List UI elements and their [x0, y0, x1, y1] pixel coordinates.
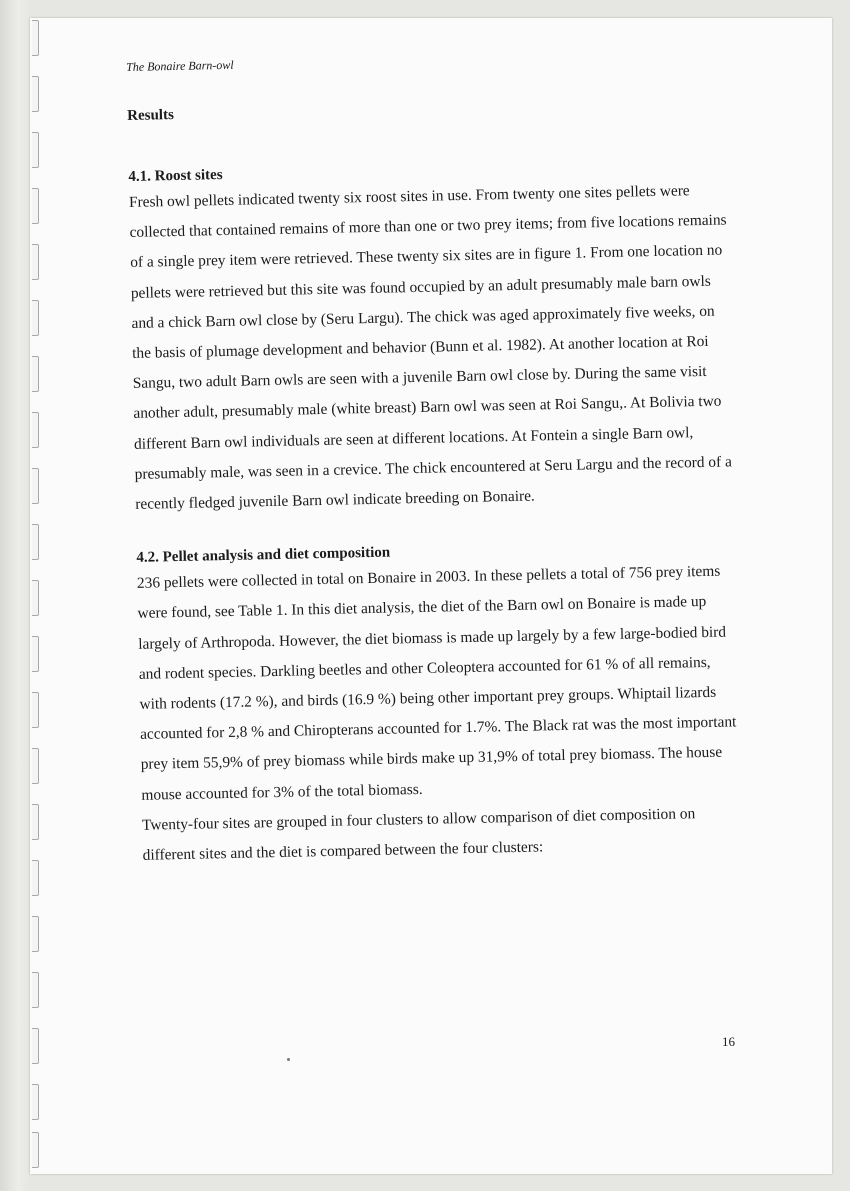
binding-hole [32, 860, 39, 896]
binding-hole [32, 412, 39, 448]
binding-hole [32, 916, 39, 952]
binding-hole [32, 1132, 39, 1168]
page-content [126, 47, 743, 871]
binding-hole [32, 188, 39, 224]
binding-hole [32, 524, 39, 560]
results-title: Results [127, 107, 175, 124]
binding-hole [32, 580, 39, 616]
binding-hole [32, 300, 39, 336]
binding-hole [32, 468, 39, 504]
binding-hole [32, 1084, 39, 1120]
binding-hole [32, 1028, 39, 1064]
cluster-comparison-paragraph: Twenty-four sites are grouped in four clusters to allow comparison of diet composition on different sites and the diet is compared between the four clusters: [141, 805, 696, 864]
binding-hole [32, 748, 39, 784]
binding-hole [32, 804, 39, 840]
binding-hole [32, 244, 39, 280]
binding-holes [30, 20, 44, 1170]
binding-hole [32, 76, 39, 112]
pellet-analysis-paragraph: 236 pellets were collected in total on Bonaire in 2003. In these pellets a total of 756 prey items were found, see Table 1. In this diet analysis, the diet of the Barn owl on Bonaire is made up largely of Arthropoda. However, the diet biomass is made up largely by a few large-bodied bird and rodent species. Darkling beetles and other Coleoptera accounted for 61 % of all remains, with rodents (17.2 %), and birds (16.9 %) being other important prey groups. Whiptail lizards accounted for 2,8 % and Chiropterans accounted for 1.7%. The Black rat was the most important prey item 55,9% of prey biomass while birds make up 31,9% of total prey biomass. The house mouse accounted for 3% of the total biomass. [136, 562, 737, 804]
binding-hole [32, 132, 39, 168]
binding-hole [32, 972, 39, 1008]
running-header: The Bonaire Barn-owl [126, 57, 234, 74]
binding-hole [32, 20, 39, 56]
page-number: 16 [722, 1034, 735, 1049]
roost-sites-paragraph: Fresh owl pellets indicated twenty six roost sites in use. From twenty one sites pellets were collected that contained remains of more than one or two prey items; from five locations remains of a single prey item were retrieved. These twenty six sites are in figure 1. From one location no pellets were retrieved but this site was found occupied by an adult presumably male barn owls and a chick Barn owl close by (Seru Largu). The chick was aged approximately five weeks, on the basis of plumage development and behavior (Bunn et al. 1982). At another location at Roi Sangu, two adult Barn owls are seen with a juvenile Barn owl close by. During the same visit another adult, presumably male (white breast) Barn owl was seen at Roi Sangu,. At Bolivia two different Barn owl individuals are seen at different locations. At Fontein a single Barn owl, presumably male, was seen in a crevice. The chick encountered at Seru Largu and the record of a recently fledged juvenile Barn owl indicate breeding on Bonaire. [128, 182, 733, 513]
pellet-analysis-heading: 4.2. Pellet analysis and diet composition [136, 544, 391, 567]
scan-speck [287, 1058, 290, 1061]
binding-hole [32, 356, 39, 392]
roost-sites-heading: 4.1. Roost sites [128, 167, 223, 185]
binding-hole [32, 692, 39, 728]
binding-hole [32, 636, 39, 672]
